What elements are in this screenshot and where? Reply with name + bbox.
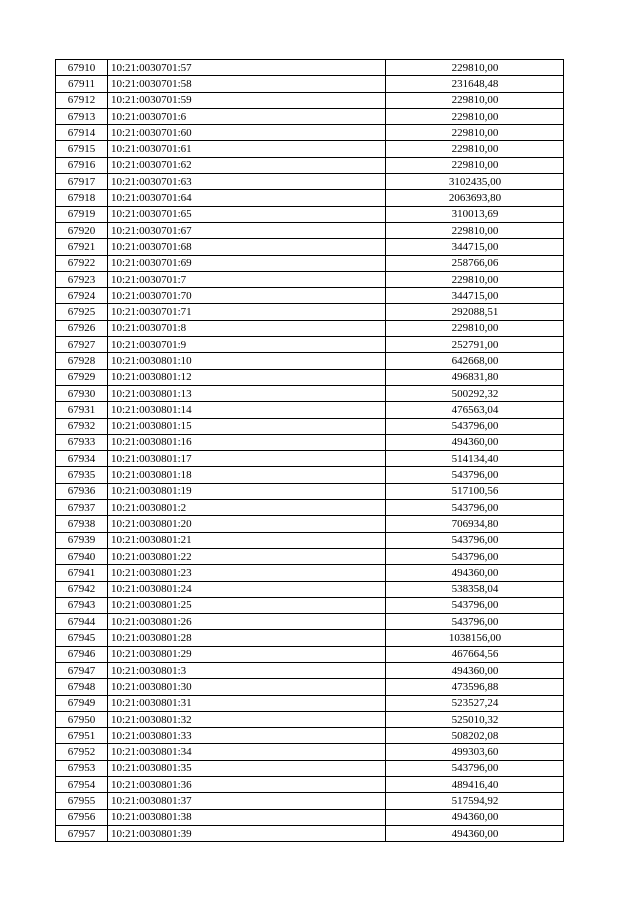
row-number-cell: 67914 [56,125,108,141]
row-number-cell: 67938 [56,516,108,532]
row-number-cell: 67911 [56,76,108,92]
row-number-cell: 67925 [56,304,108,320]
cadastral-number-cell: 10:21:0030801:37 [108,793,386,809]
cadastral-number-cell: 10:21:0030801:34 [108,744,386,760]
cadastral-number-cell: 10:21:0030801:15 [108,418,386,434]
cadastral-number-cell: 10:21:0030801:36 [108,777,386,793]
cadastral-number-cell: 10:21:0030801:13 [108,385,386,401]
table-row [56,222,564,238]
cadastral-number-cell: 10:21:0030801:25 [108,597,386,613]
cadastral-number-cell: 10:21:0030801:3 [108,662,386,678]
row-number-cell: 67927 [56,337,108,353]
row-number-cell: 67910 [56,60,108,76]
amount-cell: 543796,00 [386,500,564,516]
table-row [56,108,564,124]
amount-cell: 494360,00 [386,809,564,825]
cadastral-number-cell: 10:21:0030801:18 [108,467,386,483]
cadastral-number-cell: 10:21:0030701:68 [108,239,386,255]
table-row [56,483,564,499]
row-number-cell: 67936 [56,483,108,499]
cadastral-number-cell: 10:21:0030801:21 [108,532,386,548]
table-row [56,60,564,76]
table-row [56,385,564,401]
table-row [56,125,564,141]
amount-cell: 3102435,00 [386,174,564,190]
cadastral-number-cell: 10:21:0030801:10 [108,353,386,369]
amount-cell: 543796,00 [386,597,564,613]
row-number-cell: 67919 [56,206,108,222]
table-row [56,255,564,271]
table-row [56,174,564,190]
row-number-cell: 67920 [56,222,108,238]
row-number-cell: 67918 [56,190,108,206]
table-row [56,646,564,662]
amount-cell: 344715,00 [386,288,564,304]
amount-cell: 467664,56 [386,646,564,662]
table-row [56,581,564,597]
amount-cell: 252791,00 [386,337,564,353]
table-row [56,451,564,467]
row-number-cell: 67932 [56,418,108,434]
amount-cell: 543796,00 [386,532,564,548]
cadastral-number-cell: 10:21:0030701:59 [108,92,386,108]
table-row [56,500,564,516]
cadastral-number-cell: 10:21:0030701:62 [108,157,386,173]
amount-cell: 499303,60 [386,744,564,760]
table-row [56,777,564,793]
cadastral-number-cell: 10:21:0030801:35 [108,760,386,776]
amount-cell: 229810,00 [386,271,564,287]
table-row [56,809,564,825]
row-number-cell: 67951 [56,728,108,744]
cadastral-number-cell: 10:21:0030801:31 [108,695,386,711]
amount-cell: 473596,88 [386,679,564,695]
amount-cell: 642668,00 [386,353,564,369]
table-row [56,434,564,450]
amount-cell: 1038156,00 [386,630,564,646]
row-number-cell: 67922 [56,255,108,271]
amount-cell: 229810,00 [386,60,564,76]
row-number-cell: 67955 [56,793,108,809]
cadastral-number-cell: 10:21:0030701:7 [108,271,386,287]
cadastral-number-cell: 10:21:0030701:58 [108,76,386,92]
cadastral-number-cell: 10:21:0030701:61 [108,141,386,157]
table-row [56,467,564,483]
table-body [56,60,564,842]
row-number-cell: 67949 [56,695,108,711]
amount-cell: 310013,69 [386,206,564,222]
amount-cell: 517594,92 [386,793,564,809]
amount-cell: 489416,40 [386,777,564,793]
amount-cell: 514134,40 [386,451,564,467]
row-number-cell: 67941 [56,565,108,581]
row-number-cell: 67930 [56,385,108,401]
row-number-cell: 67926 [56,320,108,336]
amount-cell: 543796,00 [386,760,564,776]
table-row [56,92,564,108]
cadastral-number-cell: 10:21:0030801:29 [108,646,386,662]
cadastral-number-cell: 10:21:0030801:14 [108,402,386,418]
table-row [56,418,564,434]
cadastral-number-cell: 10:21:0030801:12 [108,369,386,385]
row-number-cell: 67948 [56,679,108,695]
cadastral-number-cell: 10:21:0030801:26 [108,614,386,630]
table-row [56,320,564,336]
amount-cell: 538358,04 [386,581,564,597]
row-number-cell: 67916 [56,157,108,173]
amount-cell: 229810,00 [386,222,564,238]
cadastral-number-cell: 10:21:0030701:8 [108,320,386,336]
cadastral-number-cell: 10:21:0030801:39 [108,825,386,841]
cadastral-number-cell: 10:21:0030701:65 [108,206,386,222]
row-number-cell: 67923 [56,271,108,287]
table-row [56,662,564,678]
cadastral-number-cell: 10:21:0030701:67 [108,222,386,238]
cadastral-number-cell: 10:21:0030801:20 [108,516,386,532]
row-number-cell: 67924 [56,288,108,304]
table-row [56,548,564,564]
row-number-cell: 67950 [56,711,108,727]
row-number-cell: 67956 [56,809,108,825]
amount-cell: 494360,00 [386,825,564,841]
cadastral-number-cell: 10:21:0030701:60 [108,125,386,141]
amount-cell: 508202,08 [386,728,564,744]
cadastral-number-cell: 10:21:0030801:19 [108,483,386,499]
table-row [56,597,564,613]
cadastral-number-cell: 10:21:0030701:70 [108,288,386,304]
table-row [56,825,564,841]
cadastral-number-cell: 10:21:0030701:71 [108,304,386,320]
amount-cell: 500292,32 [386,385,564,401]
table-row [56,337,564,353]
row-number-cell: 67947 [56,662,108,678]
data-table [55,59,564,842]
cadastral-number-cell: 10:21:0030801:28 [108,630,386,646]
cadastral-number-cell: 10:21:0030801:32 [108,711,386,727]
row-number-cell: 67915 [56,141,108,157]
table-row [56,760,564,776]
cadastral-number-cell: 10:21:0030801:23 [108,565,386,581]
amount-cell: 517100,56 [386,483,564,499]
table-row [56,695,564,711]
row-number-cell: 67940 [56,548,108,564]
row-number-cell: 67912 [56,92,108,108]
amount-cell: 229810,00 [386,141,564,157]
amount-cell: 2063693,80 [386,190,564,206]
row-number-cell: 67917 [56,174,108,190]
table-row [56,353,564,369]
row-number-cell: 67921 [56,239,108,255]
table-row [56,630,564,646]
amount-cell: 543796,00 [386,418,564,434]
row-number-cell: 67945 [56,630,108,646]
table-row [56,728,564,744]
row-number-cell: 67937 [56,500,108,516]
amount-cell: 543796,00 [386,467,564,483]
amount-cell: 229810,00 [386,108,564,124]
row-number-cell: 67954 [56,777,108,793]
amount-cell: 523527,24 [386,695,564,711]
row-number-cell: 67933 [56,434,108,450]
amount-cell: 231648,48 [386,76,564,92]
cadastral-number-cell: 10:21:0030801:2 [108,500,386,516]
cadastral-number-cell: 10:21:0030701:64 [108,190,386,206]
table-row [56,369,564,385]
table-row [56,141,564,157]
row-number-cell: 67953 [56,760,108,776]
table-row [56,288,564,304]
table-row [56,679,564,695]
row-number-cell: 67931 [56,402,108,418]
table-row [56,304,564,320]
row-number-cell: 67913 [56,108,108,124]
amount-cell: 229810,00 [386,92,564,108]
cadastral-number-cell: 10:21:0030701:6 [108,108,386,124]
cadastral-number-cell: 10:21:0030801:33 [108,728,386,744]
row-number-cell: 67946 [56,646,108,662]
cadastral-number-cell: 10:21:0030701:69 [108,255,386,271]
table-row [56,239,564,255]
row-number-cell: 67935 [56,467,108,483]
table-row [56,157,564,173]
row-number-cell: 67939 [56,532,108,548]
cadastral-number-cell: 10:21:0030701:57 [108,60,386,76]
cadastral-number-cell: 10:21:0030701:9 [108,337,386,353]
amount-cell: 543796,00 [386,614,564,630]
table-row [56,206,564,222]
row-number-cell: 67928 [56,353,108,369]
cadastral-number-cell: 10:21:0030801:30 [108,679,386,695]
cadastral-number-cell: 10:21:0030701:63 [108,174,386,190]
cadastral-number-cell: 10:21:0030801:17 [108,451,386,467]
amount-cell: 476563,04 [386,402,564,418]
table-row [56,271,564,287]
row-number-cell: 67944 [56,614,108,630]
amount-cell: 292088,51 [386,304,564,320]
amount-cell: 525010,32 [386,711,564,727]
amount-cell: 229810,00 [386,157,564,173]
table-row [56,614,564,630]
row-number-cell: 67952 [56,744,108,760]
cadastral-number-cell: 10:21:0030801:16 [108,434,386,450]
amount-cell: 344715,00 [386,239,564,255]
table-row [56,793,564,809]
table-row [56,190,564,206]
row-number-cell: 67929 [56,369,108,385]
table-row [56,76,564,92]
table-row [56,402,564,418]
row-number-cell: 67957 [56,825,108,841]
row-number-cell: 67934 [56,451,108,467]
amount-cell: 706934,80 [386,516,564,532]
cadastral-number-cell: 10:21:0030801:38 [108,809,386,825]
amount-cell: 543796,00 [386,548,564,564]
table-row [56,711,564,727]
table-row [56,516,564,532]
amount-cell: 258766,06 [386,255,564,271]
table-row [56,744,564,760]
amount-cell: 494360,00 [386,565,564,581]
cadastral-number-cell: 10:21:0030801:22 [108,548,386,564]
amount-cell: 496831,80 [386,369,564,385]
row-number-cell: 67943 [56,597,108,613]
amount-cell: 494360,00 [386,434,564,450]
amount-cell: 229810,00 [386,125,564,141]
row-number-cell: 67942 [56,581,108,597]
cadastral-number-cell: 10:21:0030801:24 [108,581,386,597]
amount-cell: 494360,00 [386,662,564,678]
table-row [56,565,564,581]
amount-cell: 229810,00 [386,320,564,336]
table-row [56,532,564,548]
